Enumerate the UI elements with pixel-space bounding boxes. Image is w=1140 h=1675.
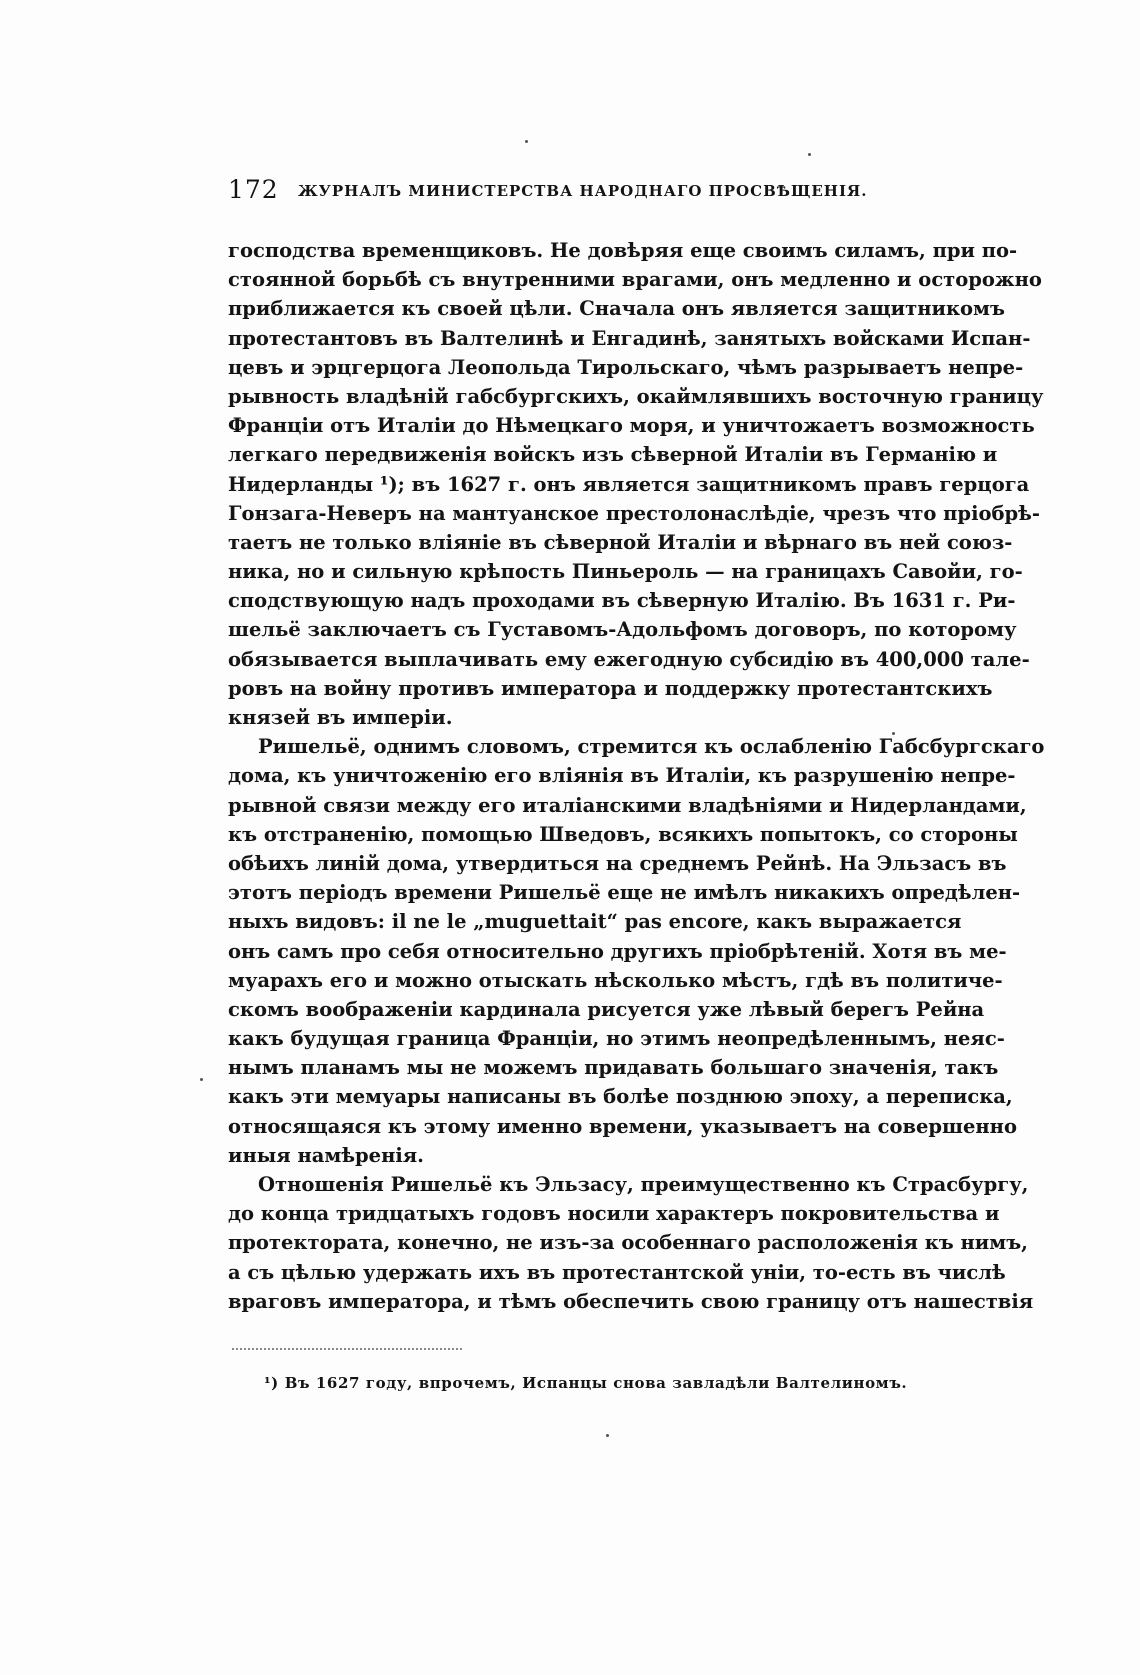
text-line: Нидерланды ¹); въ 1627 г. онъ является защитникомъ правъ герцога	[228, 472, 1030, 496]
text-line: рывность владѣній габсбургскихъ, окаймлявшихъ восточную границу	[228, 384, 1044, 408]
text-line: ровъ на войну противъ императора и поддержку протестантскихъ	[228, 676, 993, 700]
running-title: ЖУРНАЛЪ МИНИСТЕРСТВА НАРОДНАГО ПРОСВѢЩЕНІЯ.	[298, 182, 868, 200]
text-line: князей въ имперіи.	[228, 706, 453, 729]
text-line: шельё заключаетъ съ Густавомъ-Адольфомъ договоръ, по которому	[228, 618, 1017, 642]
text-line: Гонзага-Неверъ на мантуанское престолонаслѣдіе, чрезъ что пріобрѣ-	[228, 501, 1040, 525]
text-line: стоянной борьбѣ съ внутренними врагами, онъ медленно и осторожно	[228, 268, 1042, 292]
text-line: ника, но и сильную крѣпость Пиньероль — на границахъ Савойи, го-	[228, 560, 1023, 584]
text-line: протектората, конечно, не изъ-за особеннаго расположенія къ нимъ,	[228, 1231, 1028, 1255]
text-line: цевъ и эрцгерцога Леопольда Тирольскаго, чѣмъ разрываетъ непре-	[228, 355, 1024, 379]
text-line: приближается къ своей цѣли. Сначала онъ является защитникомъ	[228, 297, 1005, 321]
page-number: 172	[228, 175, 279, 204]
scan-speck	[892, 732, 895, 735]
text-line: муарахъ его и можно отыскать нѣсколько мѣстъ, гдѣ въ политиче-	[228, 968, 1003, 992]
text-line: до конца тридцатыхъ годовъ носили характеръ покровительства и	[228, 1202, 1000, 1226]
text-line: ныхъ видовъ: il ne le „muguettait“ pas encore, какъ выражается	[228, 910, 962, 934]
text-line: относящаяся къ этому именно времени, указываетъ на совершенно	[228, 1114, 1017, 1138]
text-line: какъ будущая граница Франціи, но этимъ неопредѣленнымъ, неяс-	[228, 1027, 1005, 1051]
text-line: враговъ императора, и тѣмъ обеспечить свою границу отъ нашествія	[228, 1289, 1034, 1313]
text-line: обѣихъ линій дома, утвердиться на среднемъ Рейнѣ. На Эльзасъ въ	[228, 851, 1007, 875]
text-line: Отношенія Ришельё къ Эльзасу, преимущественно къ Страсбургу,	[258, 1173, 1029, 1196]
text-line: обязывается выплачивать ему ежегодную субсидію въ 400,000 тале-	[228, 647, 1030, 671]
text-line: какъ эти мемуары написаны въ болѣе позднюю эпоху, а переписка,	[228, 1085, 1013, 1109]
text-line: онъ самъ про себя относительно другихъ пріобрѣтеній. Хотя въ ме-	[228, 939, 1007, 963]
text-line: протестантовъ въ Валтелинѣ и Енгадинѣ, занятыхъ войсками Испан-	[228, 326, 1031, 350]
text-line: иныя намѣренія.	[228, 1143, 424, 1167]
text-line: дома, къ уничтоженію его вліянія въ Италіи, къ разрушенію непре-	[228, 764, 1016, 788]
scan-speck	[606, 1434, 609, 1437]
text-line: нымъ планамъ мы не можемъ придавать большаго значенія, такъ	[228, 1056, 999, 1080]
footnote-separator	[232, 1348, 462, 1354]
text-line: Ришельё, однимъ словомъ, стремится къ ослабленію Габсбургскаго	[258, 735, 1045, 759]
text-line: легкаго передвиженія войскъ изъ сѣверной Италіи въ Германію и	[228, 443, 998, 467]
text-line: къ отстраненію, помощью Шведовъ, всякихъ попытокъ, со стороны	[228, 822, 1018, 846]
text-line: господства временщиковъ. Не довѣряя еще своимъ силамъ, при по-	[228, 239, 1018, 262]
text-line: скомъ воображеніи кардинала рисуется уже лѣвый берегъ Рейна	[228, 997, 985, 1021]
footnote: ¹) Въ 1627 году, впрочемъ, Испанцы снова завладѣли Валтелиномъ.	[264, 1374, 908, 1392]
paragraph-3	[228, 1170, 1034, 1316]
text-line: а съ цѣлью удержать ихъ въ протестантской уніи, то-есть въ числѣ	[228, 1260, 1006, 1284]
paragraph-2	[228, 732, 1045, 1170]
text-line: Франціи отъ Италіи до Нѣмецкаго моря, и уничтожаетъ возможность	[228, 414, 1035, 438]
scan-speck	[200, 1078, 203, 1081]
paragraph-1	[228, 236, 1044, 732]
text-line: таетъ не только вліяніе въ сѣверной Италіи и вѣрнаго въ ней союз-	[228, 530, 1013, 554]
page-header	[228, 175, 928, 207]
scan-speck	[525, 140, 528, 143]
body-text	[228, 236, 1045, 1316]
text-line: рывной связи между его италіанскими владѣніями и Нидерландами,	[228, 793, 1027, 817]
text-line: сподствующую надъ проходами въ сѣверную Италію. Въ 1631 г. Ри-	[228, 589, 1016, 613]
scan-speck	[808, 153, 811, 156]
text-line: этотъ періодъ времени Ришельё еще не имѣлъ никакихъ опредѣлен-	[228, 881, 1021, 905]
